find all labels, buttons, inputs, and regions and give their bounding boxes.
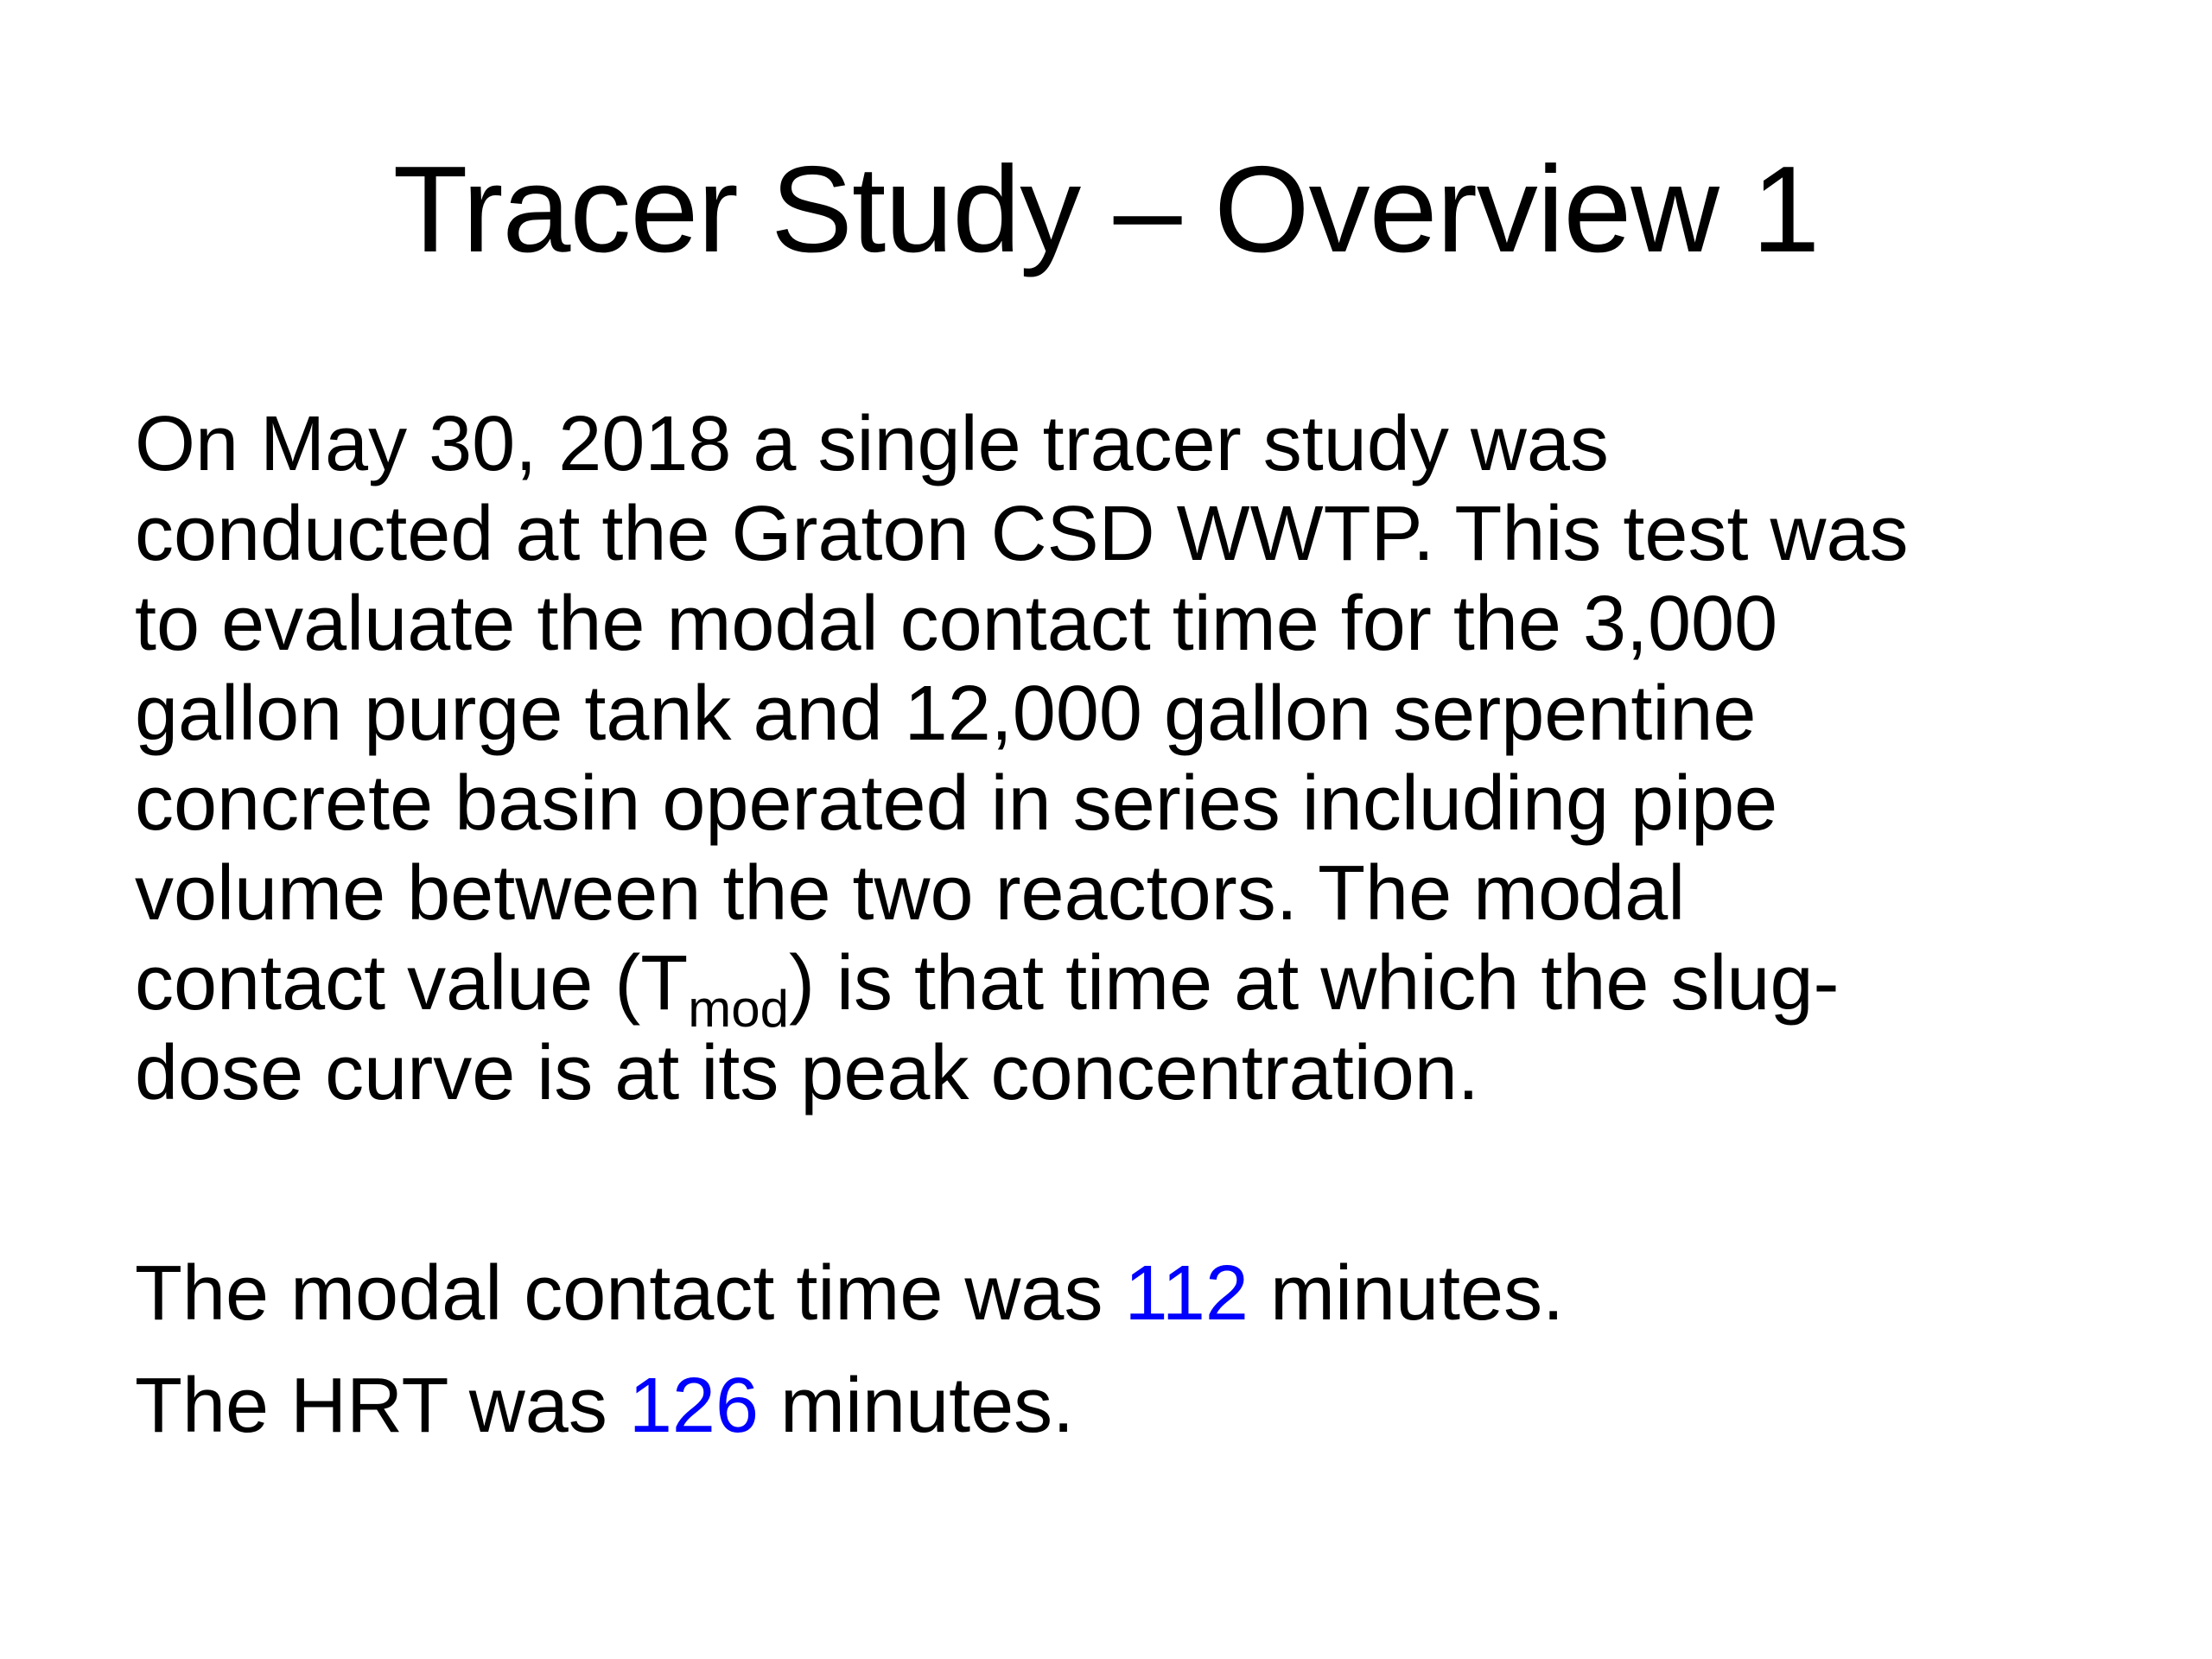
modal-contact-time-value: 112 xyxy=(1124,1250,1249,1337)
paragraph-line: concrete basin operated in series including pipe xyxy=(135,760,1778,847)
modal-result-prefix: The modal contact time was xyxy=(135,1250,1125,1337)
paragraph-line-tmod xyxy=(135,938,2122,1038)
modal-contact-time-result xyxy=(135,1246,1564,1341)
hrt-value: 126 xyxy=(628,1363,760,1449)
paragraph-line: volume between the two reactors. The modal xyxy=(135,850,1686,937)
tmod-prefix: contact value (T xyxy=(135,940,689,1027)
paragraph-line: conducted at the Graton CSD WWTP. This test was xyxy=(135,491,1909,577)
tmod-suffix: ) is that time at which the slug- xyxy=(789,940,1840,1027)
overview-paragraph xyxy=(135,399,2122,1118)
tmod-subscript: mod xyxy=(688,980,790,1038)
modal-result-suffix: minutes. xyxy=(1248,1250,1565,1337)
paragraph-line: gallon purge tank and 12,000 gallon serpentine xyxy=(135,671,1757,757)
paragraph-line: On May 30, 2018 a single tracer study was xyxy=(135,401,1609,487)
hrt-result-suffix: minutes. xyxy=(759,1363,1075,1449)
paragraph-line: to evaluate the modal contact time for the 3,000 xyxy=(135,581,1778,667)
hrt-result xyxy=(135,1358,1074,1453)
hrt-result-prefix: The HRT was xyxy=(135,1363,629,1449)
slide-title: Tracer Study – Overview 1 xyxy=(392,141,1820,278)
paragraph-line: dose curve is at its peak concentration. xyxy=(135,1030,1479,1116)
